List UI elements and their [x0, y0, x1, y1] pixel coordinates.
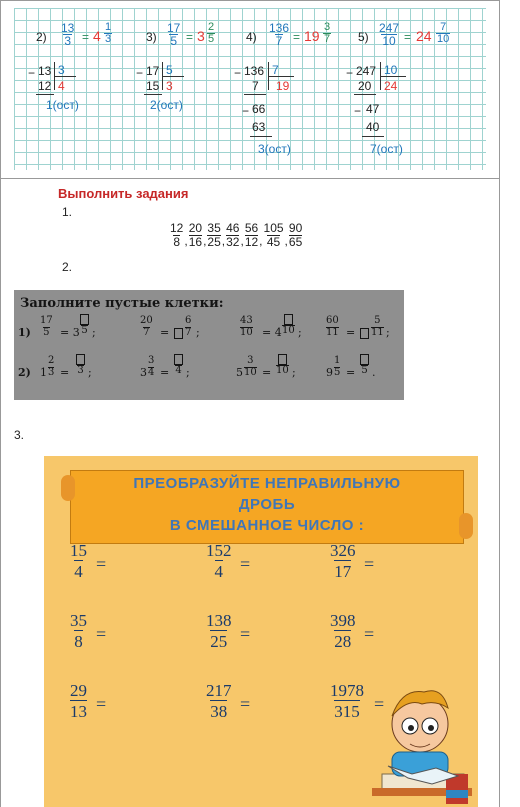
task1-fraction-row: [170, 222, 302, 249]
ex2-label: 2): [36, 30, 47, 44]
div2-divisor: 3: [58, 63, 65, 77]
div5-middle: 47: [366, 102, 380, 116]
div5-product2: 40: [366, 120, 380, 134]
fraction-separator: ,: [203, 234, 207, 249]
ex2-eq: =: [82, 30, 90, 44]
div2-dividend: 13: [38, 64, 52, 78]
fraction-separator: ,: [184, 234, 188, 249]
photo-row1-label: 1): [18, 326, 31, 339]
ex5-fraction: $\frac{247}{10}$: [379, 21, 400, 48]
card-equals: =: [240, 554, 251, 574]
card-equals: =: [364, 554, 375, 574]
div4-divisor: 7: [272, 63, 279, 77]
fraction-separator: ,: [284, 234, 288, 249]
ex3-label: 3): [146, 30, 157, 44]
card-fraction: 29 13: [70, 681, 87, 721]
div5-quotient: 24: [384, 79, 398, 93]
ex4-fraction: $\frac{136}{7}$: [269, 21, 290, 48]
fraction-separator: ,: [240, 234, 244, 249]
card-equals: =: [374, 694, 385, 714]
div4-remainder: 3(ост): [258, 142, 291, 156]
photo-frac-60-11: 60 11: [326, 315, 339, 338]
div3-remainder: 2(ост): [150, 98, 183, 112]
photo-frac-17-5: 17 5: [40, 315, 53, 338]
table-border-right: [499, 0, 500, 807]
banner-line-2: ДРОБЬ: [238, 496, 296, 513]
task-item-3: 3.: [14, 428, 25, 442]
task1-fraction: 90 65: [288, 221, 303, 250]
task1-fraction: 35 25: [207, 221, 221, 250]
div5-dividend: 247: [356, 64, 377, 78]
task1-fraction: 20 16: [188, 221, 203, 250]
card-equals: =: [240, 694, 251, 714]
fraction-separator: ,: [259, 234, 263, 249]
banner-line-1: ПРЕОБРАЗУЙТЕ НЕПРАВИЛЬНУЮ: [133, 475, 401, 492]
card-equals: =: [364, 624, 375, 644]
div2-product: 12: [38, 79, 52, 93]
ex2-whole: 4: [93, 28, 101, 44]
task-item-2: 2.: [62, 260, 73, 274]
card-fraction: 398 28: [330, 611, 356, 651]
boy-reading-illustration: [362, 678, 478, 807]
task-title: Выполнить задания: [58, 186, 189, 201]
div2-quotient: 4: [58, 79, 65, 93]
card-fraction: 15 4: [70, 541, 87, 581]
card-fraction: 152 4: [206, 541, 232, 581]
ex3-eq: =: [186, 30, 194, 44]
task1-fraction: 46 32: [226, 221, 240, 250]
table-border-top: [0, 0, 500, 1]
task1-fraction: 12 8: [170, 221, 184, 250]
card-fraction: 217 38: [206, 681, 232, 721]
ex3-whole: 3: [197, 28, 205, 44]
ex3-fraction: $\frac{17}{5}$: [167, 21, 181, 48]
task1-fraction: 56 12: [244, 221, 259, 250]
ex5-whole: 24: [416, 28, 432, 44]
div4-dividend: 136: [244, 64, 265, 78]
card-fraction: 138 25: [206, 611, 232, 651]
exercise-card: [44, 456, 478, 807]
photo-frac-43-10: 43 10: [240, 315, 253, 338]
card-equals: =: [96, 554, 107, 574]
card-equals: =: [96, 694, 107, 714]
photo-title: Заполните пустые клетки:: [20, 296, 224, 311]
card-fraction: 326 17: [330, 541, 356, 581]
div3-product: 15: [146, 79, 160, 93]
div3-divisor: 5: [166, 63, 173, 77]
card-banner: [70, 470, 464, 544]
div3-dividend: 17: [146, 64, 160, 78]
ex5-eq: =: [404, 30, 412, 44]
table-border-row1: [0, 178, 500, 179]
card-equals: =: [96, 624, 107, 644]
ex4-eq: =: [293, 30, 301, 44]
task-item-1: 1.: [62, 205, 73, 219]
card-fraction: 35 8: [70, 611, 87, 651]
card-equals: =: [240, 624, 251, 644]
div5-divisor: 10: [384, 63, 398, 77]
ex4-label: 4): [246, 30, 257, 44]
div4-product2: 63: [252, 120, 266, 134]
textbook-photo: Заполните пустые клетки: 1) 17 5 = 3 5 ; 20 7 = 6 7 ; 43 10 = 4 10 ; 60 11 = 5 11 ; 2) 1 2 3 = 3 ; 3 3 4 = 4 ; 5 3 10 = 10 ; 9 1 5 = 5 .: [14, 290, 404, 400]
photo-frac-20-7: 20 7: [140, 315, 153, 338]
div4-quotient: 19: [276, 79, 290, 93]
ex4-whole: 19: [304, 28, 320, 44]
fraction-separator: ,: [221, 234, 226, 249]
ex3-remainder-fraction: $\frac{2}{5}$: [208, 21, 215, 45]
task1-fraction: 105 45: [263, 221, 284, 250]
div4-product1: 7: [252, 79, 259, 93]
ex5-label: 5): [358, 30, 369, 44]
ex5-remainder-fraction: $\frac{7}{10}$: [437, 21, 450, 45]
banner-line-3: В СМЕШАННОЕ ЧИСЛО :: [169, 517, 365, 534]
div5-product1: 20: [358, 79, 372, 93]
ex2-remainder-fraction: $\frac{1}{3}$: [105, 21, 112, 45]
ex2-fraction: $\frac{13}{3}$: [61, 21, 75, 48]
div4-middle: 66: [252, 102, 266, 116]
div2-remainder: 1(ост): [46, 98, 79, 112]
div3-quotient: 3: [166, 79, 173, 93]
card-fraction: 1978 315: [330, 681, 364, 721]
ex4-remainder-fraction: $\frac{3}{7}$: [324, 21, 331, 45]
photo-row2-label: 2): [18, 366, 31, 379]
table-border-left: [0, 0, 1, 807]
div5-remainder: 7(ост): [370, 142, 403, 156]
